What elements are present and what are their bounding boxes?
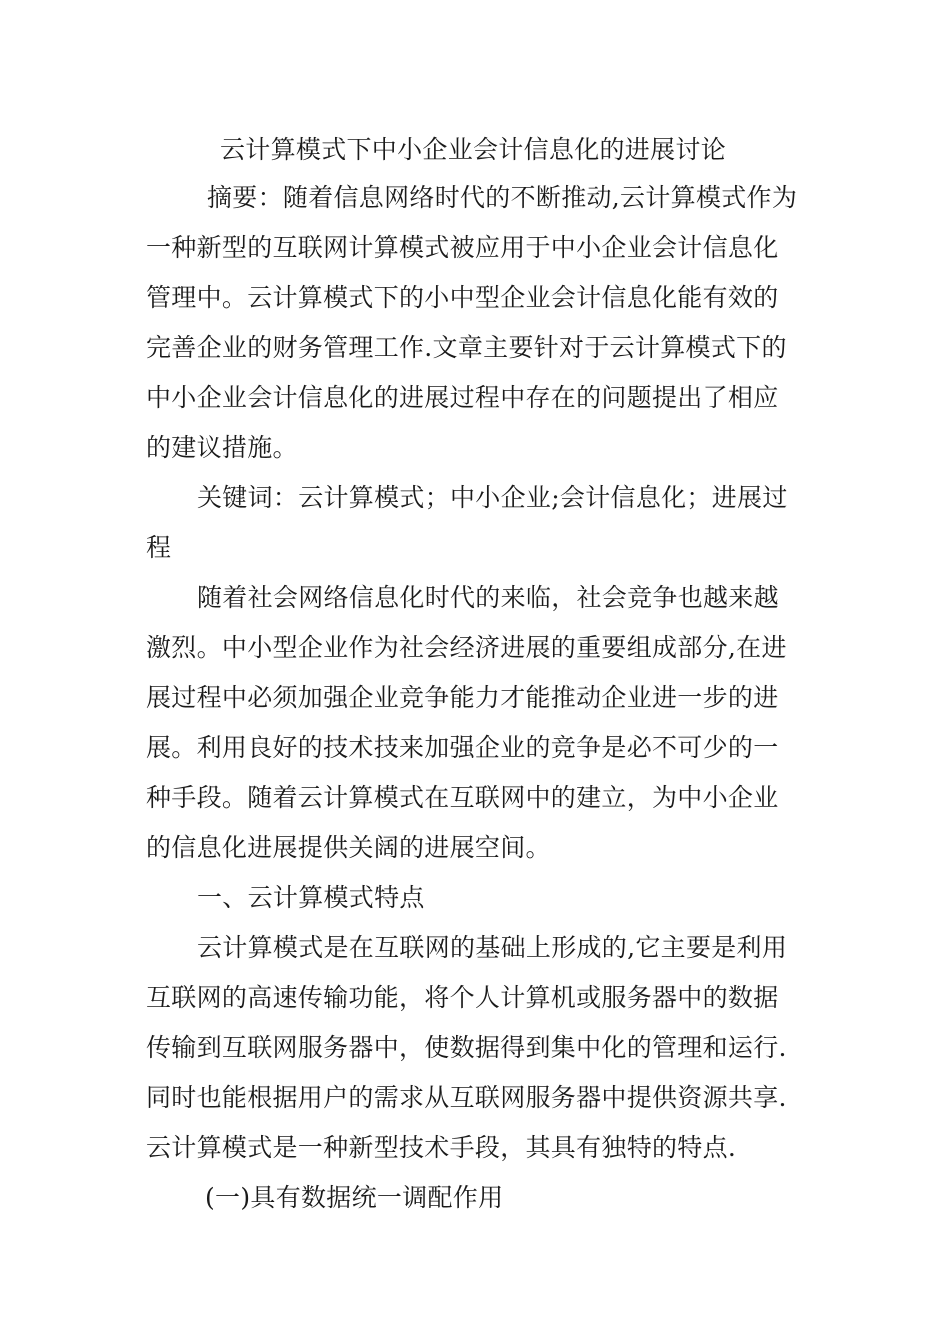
intro-line: 展过程中必须加强企业竞争能力才能推动企业进一步的进 bbox=[146, 683, 779, 712]
section-paragraph-line: 云计算模式是一种新型技术手段，其具有独特的特点. bbox=[146, 1133, 737, 1162]
section-heading: 一、云计算模式特点 bbox=[197, 883, 425, 912]
keywords-line: 程 bbox=[146, 533, 172, 562]
subsection-heading: (一)具有数据统一调配作用 bbox=[205, 1183, 504, 1212]
abstract-line: 中小企业会计信息化的进展过程中存在的问题提出了相应 bbox=[146, 383, 779, 412]
intro-line: 种手段。随着云计算模式在互联网中的建立，为中小企业 bbox=[146, 783, 779, 812]
keywords-line: 关键词：云计算模式；中小企业;会计信息化；进展过 bbox=[197, 483, 788, 512]
section-paragraph-line: 互联网的高速传输功能，将个人计算机或服务器中的数据 bbox=[146, 983, 779, 1012]
document-title: 云计算模式下中小企业会计信息化的进展讨论 bbox=[220, 135, 727, 164]
intro-line: 展。利用良好的技术技来加强企业的竞争是必不可少的一 bbox=[146, 733, 779, 762]
abstract-line: 的建议措施。 bbox=[146, 433, 298, 462]
abstract-line: 完善企业的财务管理工作.文章主要针对于云计算模式下的 bbox=[146, 333, 787, 362]
intro-line: 激烈。中小型企业作为社会经济进展的重要组成部分,在进 bbox=[146, 633, 787, 662]
intro-line: 随着社会网络信息化时代的来临，社会竞争也越来越 bbox=[197, 583, 779, 612]
abstract-line: 摘要：随着信息网络时代的不断推动,云计算模式作为 bbox=[207, 183, 798, 212]
abstract-line: 一种新型的互联网计算模式被应用于中小企业会计信息化 bbox=[146, 233, 779, 262]
section-paragraph-line: 传输到互联网服务器中，使数据得到集中化的管理和运行. bbox=[146, 1033, 787, 1062]
section-paragraph-line: 云计算模式是在互联网的基础上形成的,它主要是利用 bbox=[197, 933, 788, 962]
intro-line: 的信息化进展提供关阔的进展空间。 bbox=[146, 833, 551, 862]
abstract-line: 管理中。云计算模式下的小中型企业会计信息化能有效的 bbox=[146, 283, 779, 312]
section-paragraph-line: 同时也能根据用户的需求从互联网服务器中提供资源共享. bbox=[146, 1083, 787, 1112]
